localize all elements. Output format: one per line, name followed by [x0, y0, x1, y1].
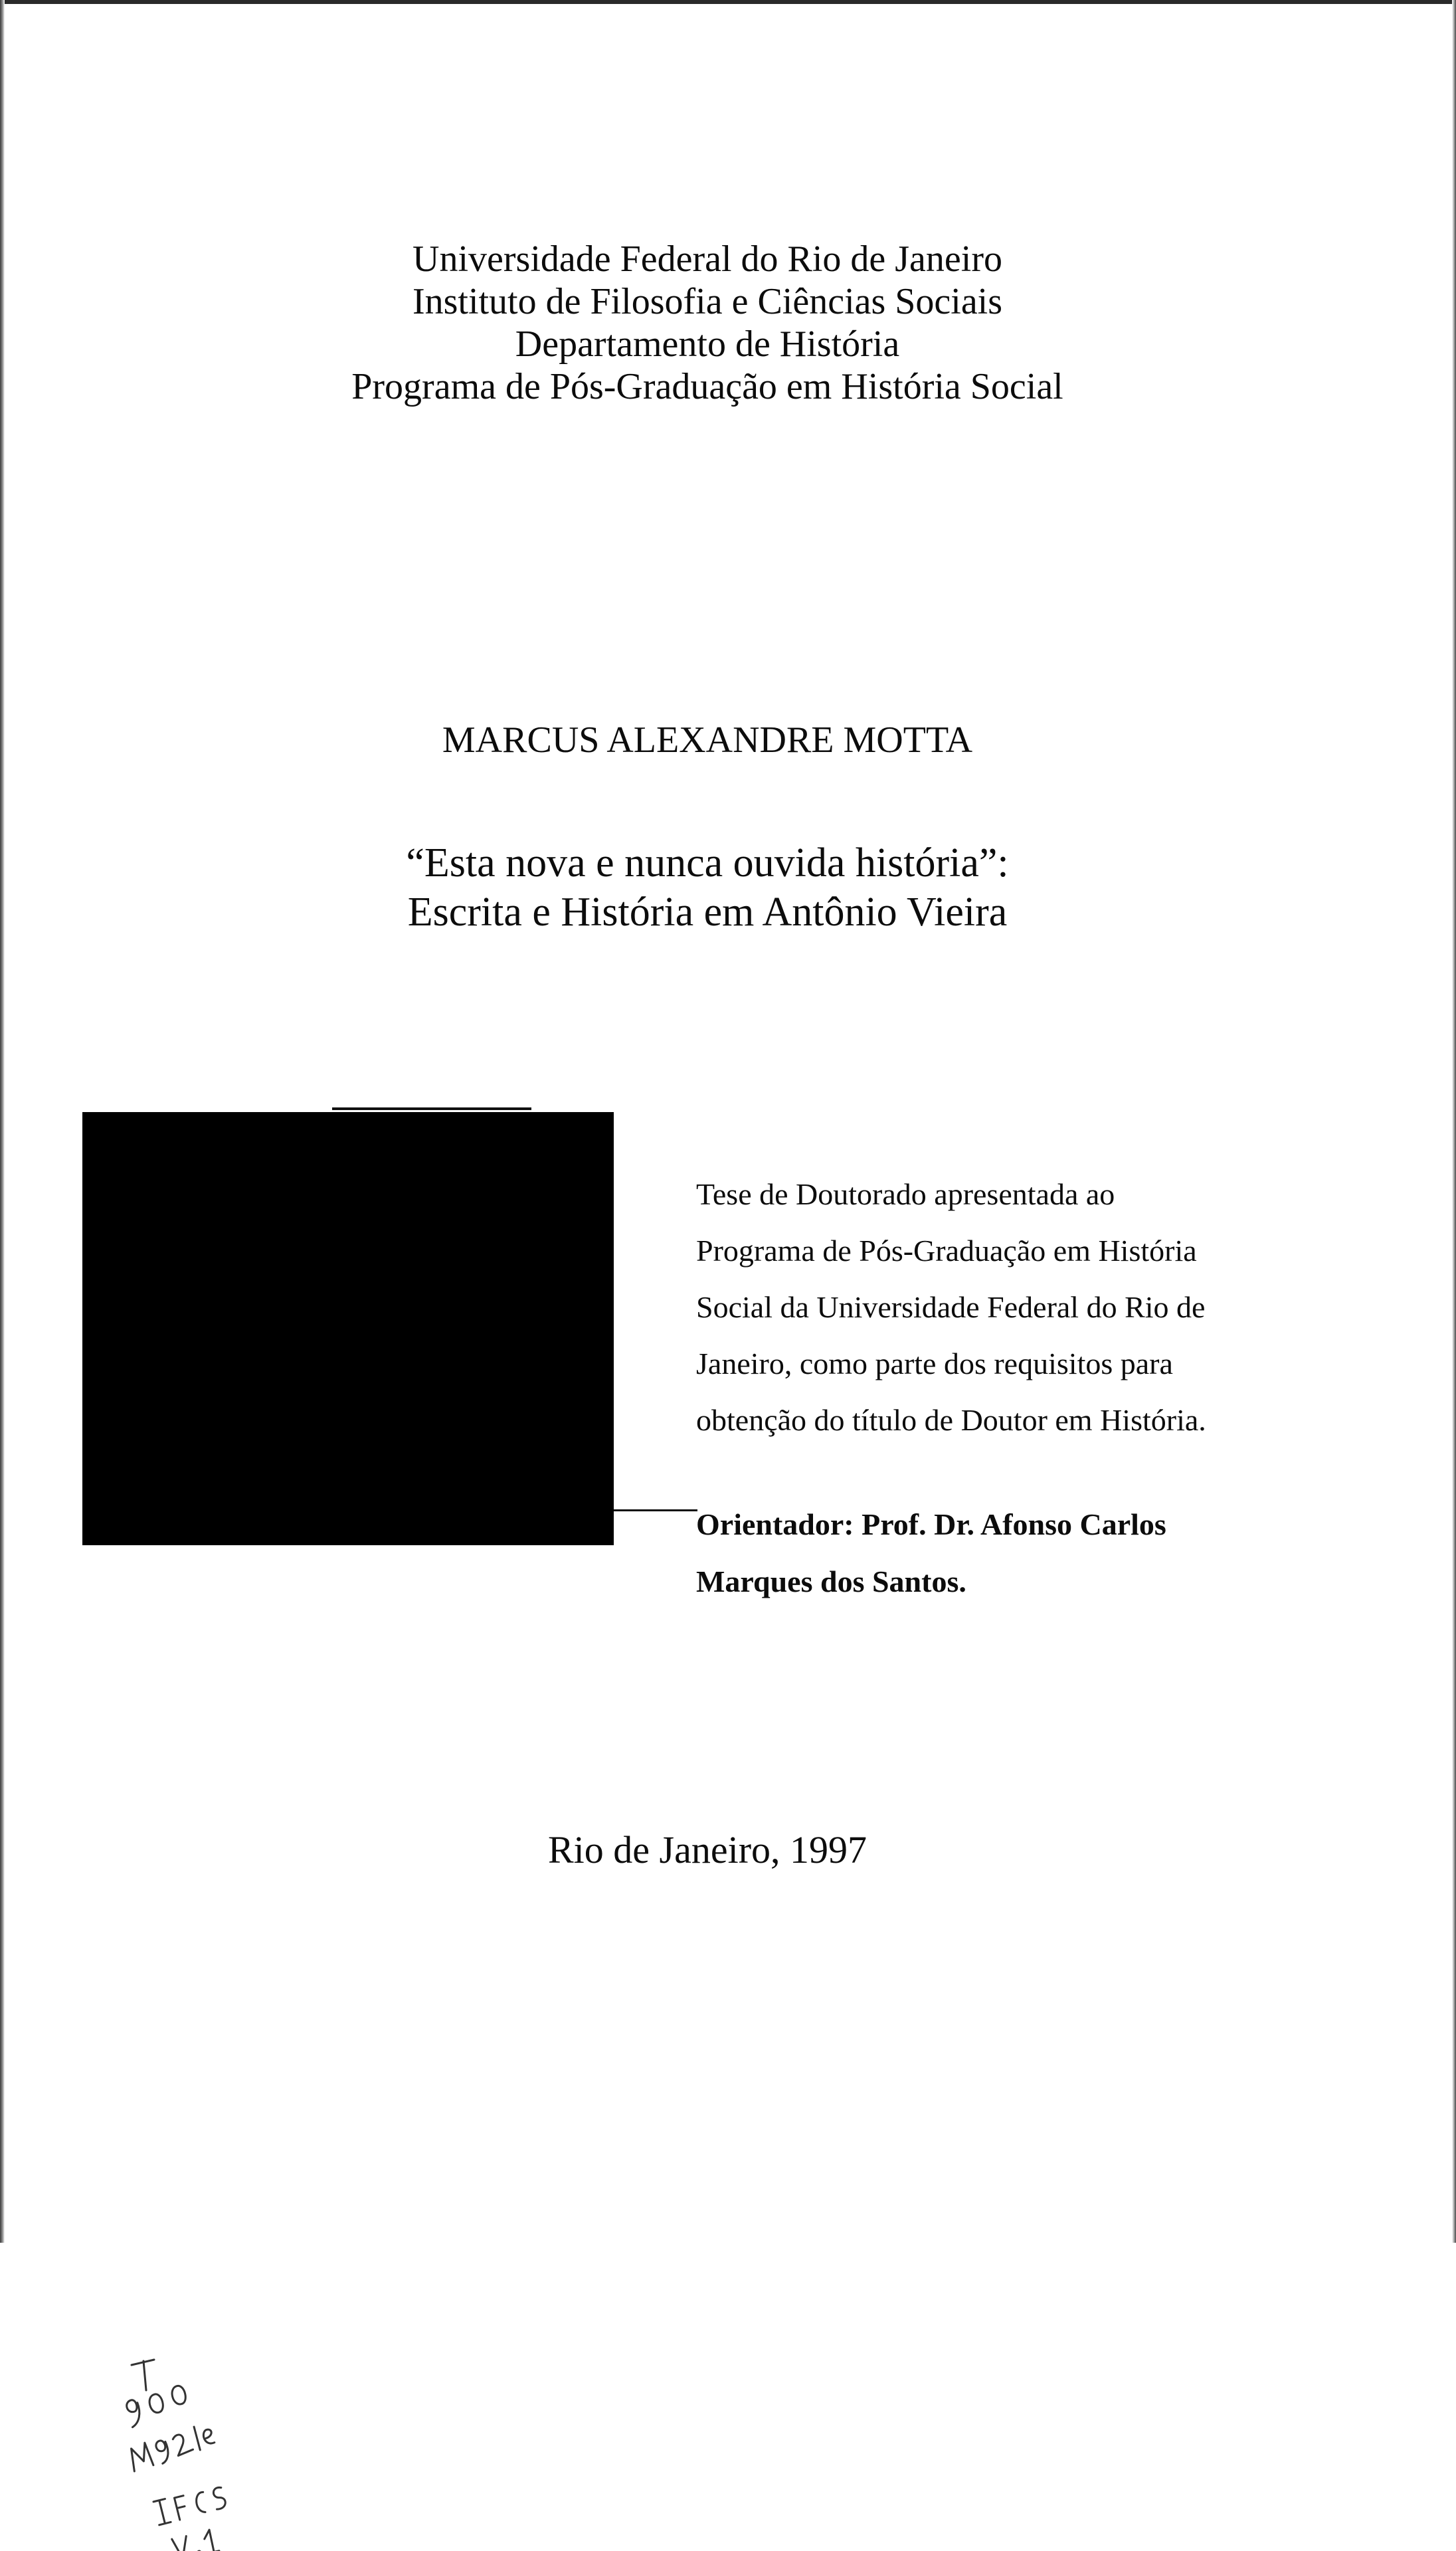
connector-line: [614, 1509, 697, 1511]
advisor-line-1: Orientador: Prof. Dr. Afonso Carlos: [696, 1496, 1360, 1553]
advisor-block: [696, 1496, 1360, 1610]
institution-header: [0, 238, 1415, 408]
author-name: MARCUS ALEXANDRE MOTTA: [0, 719, 1415, 761]
scan-top-edge: [0, 0, 1456, 4]
description-line: Tese de Doutorado apresentada ao: [696, 1166, 1360, 1222]
redaction-top-line: [332, 1107, 531, 1110]
thesis-description: [696, 1166, 1360, 1448]
thesis-title-line-1: “Esta nova e nunca ouvida história”:: [0, 838, 1415, 888]
university-name: Universidade Federal do Rio de Janeiro: [0, 238, 1415, 280]
institute-name: Instituto de Filosofia e Ciências Sociais: [0, 280, 1415, 323]
department-name: Departamento de História: [0, 323, 1415, 365]
handwritten-call-number: [100, 2352, 339, 2551]
description-line: obtenção do título de Doutor em História.: [696, 1392, 1360, 1448]
scan-right-edge: [1452, 0, 1456, 2243]
place-and-date: Rio de Janeiro, 1997: [0, 1828, 1415, 1872]
description-line: Janeiro, como parte dos requisitos para: [696, 1335, 1360, 1392]
description-line: Programa de Pós-Graduação em História: [696, 1222, 1360, 1279]
thesis-title-line-2: Escrita e História em Antônio Vieira: [0, 888, 1415, 937]
program-name: Programa de Pós-Graduação em História Social: [0, 365, 1415, 408]
redaction-box: [82, 1112, 614, 1545]
advisor-line-2: Marques dos Santos.: [696, 1553, 1360, 1610]
description-line: Social da Universidade Federal do Rio de: [696, 1279, 1360, 1335]
thesis-title: [0, 838, 1415, 937]
